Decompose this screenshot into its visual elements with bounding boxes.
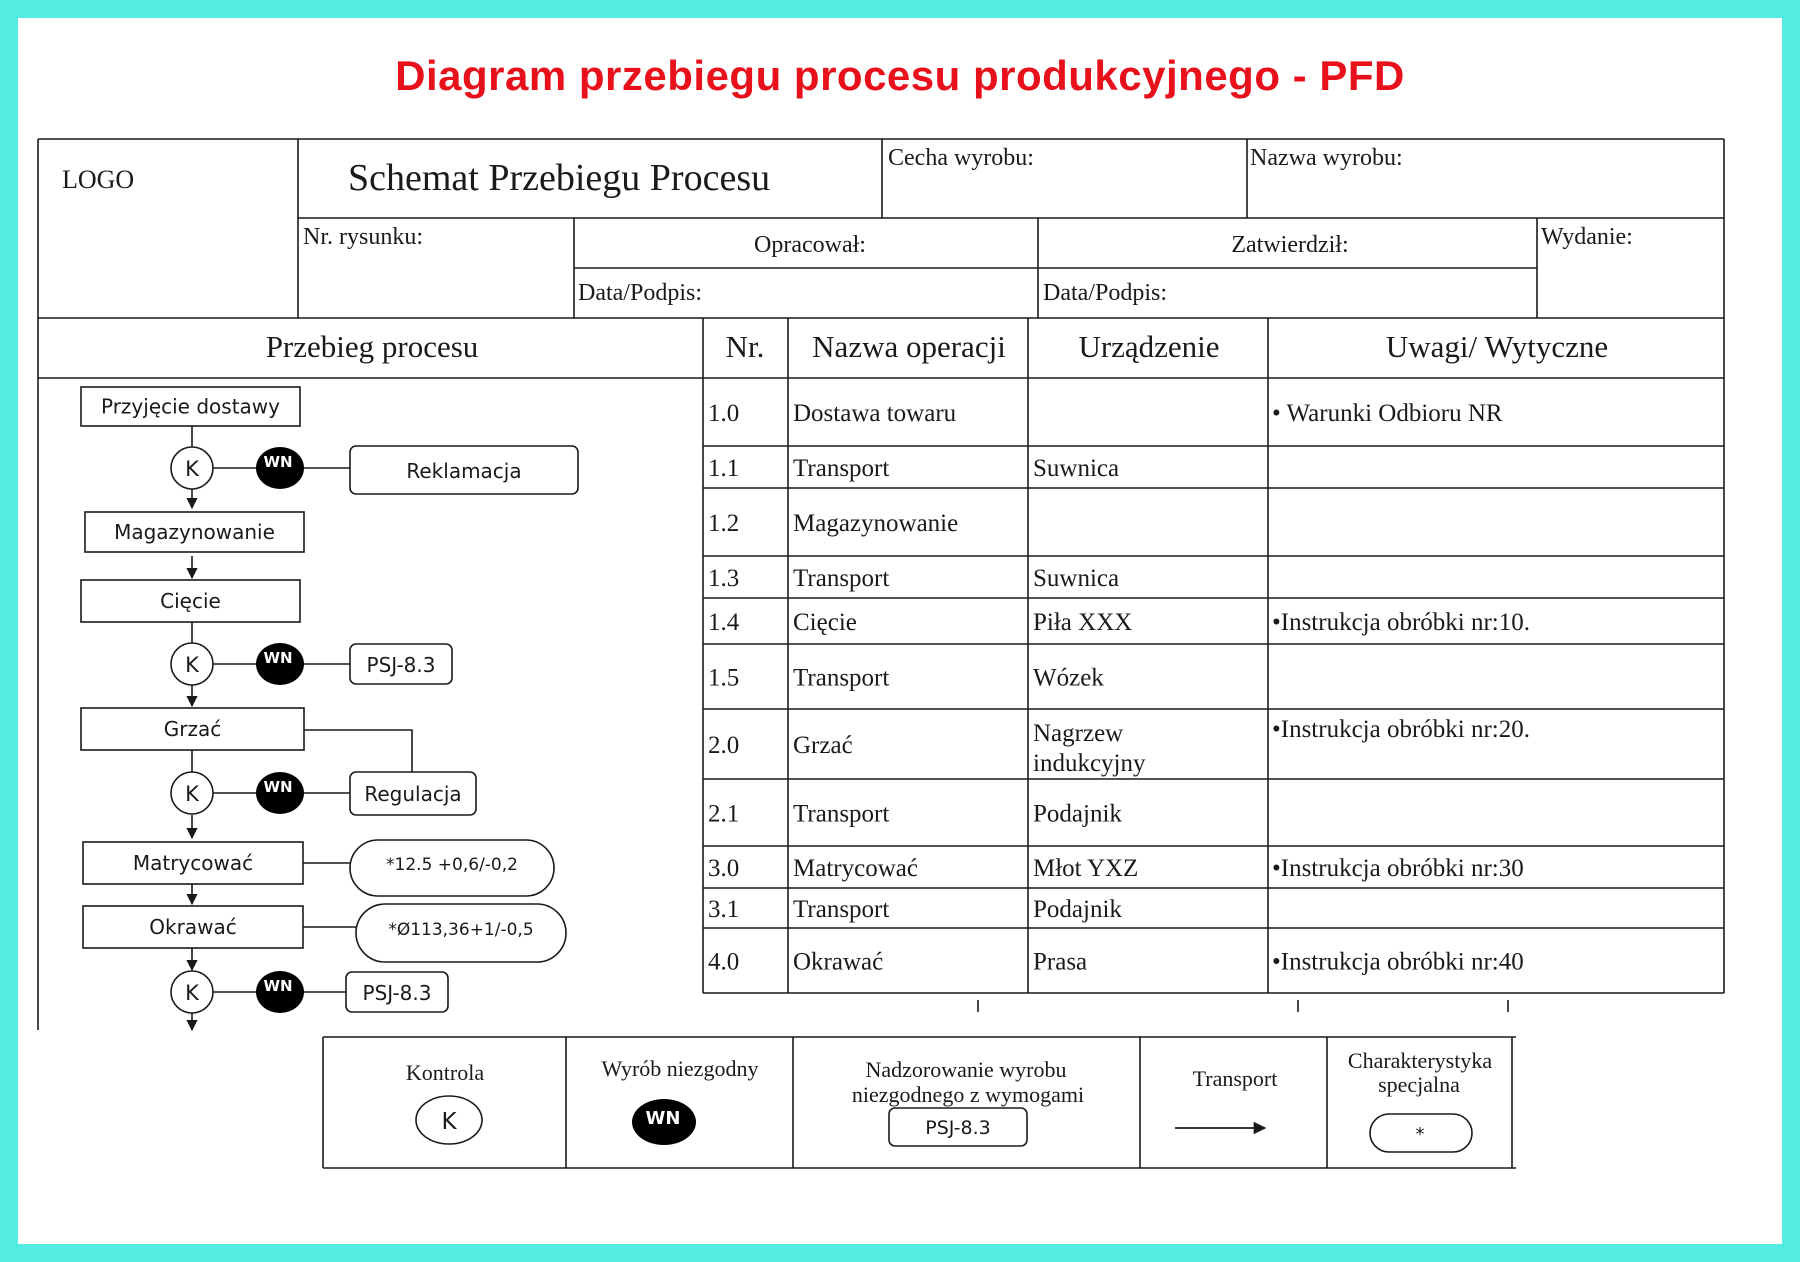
row-operation: Transport (793, 800, 890, 828)
legend-control-label: Kontrola (405, 1060, 485, 1085)
row-nr: 2.0 (708, 732, 740, 759)
prepared-label: Opracował: (754, 232, 866, 258)
row-nr: 1.4 (708, 609, 740, 636)
date-sign-label: Data/Podpis: (1043, 280, 1167, 306)
flow-step-label: Grzać (163, 717, 222, 741)
row-note: •Instrukcja obróbki nr:30 (1272, 855, 1524, 882)
column-header-operation: Nazwa operacji (812, 329, 1006, 364)
nonconforming-label: WN (263, 778, 293, 796)
row-device: Piła XXX (1033, 609, 1133, 636)
row-operation: Grzać (793, 732, 853, 759)
drawing-label: Nr. rysunku: (303, 224, 423, 250)
approved-label: Zatwierdził: (1231, 232, 1349, 258)
regulation-label: Regulacja (364, 782, 462, 806)
row-device: Suwnica (1033, 565, 1120, 592)
special-char-label: *Ø113,36+1/-0,5 (388, 920, 534, 940)
row-nr: 1.1 (708, 455, 740, 482)
doc-title: Schemat Przebiegu Procesu (348, 157, 771, 199)
row-nr: 1.5 (708, 664, 740, 692)
row-device: Nagrzew indukcyjny (1033, 720, 1146, 777)
row-nr: 1.3 (708, 565, 740, 592)
edition-label: Wydanie: (1541, 224, 1633, 250)
date-sign-label: Data/Podpis: (578, 280, 702, 306)
nonconforming-label: WN (263, 649, 293, 667)
row-note: •Instrukcja obróbki nr:20. (1272, 716, 1531, 743)
row-nr: 3.1 (708, 896, 740, 923)
column-header-device: Urządzenie (1078, 329, 1220, 364)
row-device: Suwnica (1033, 455, 1120, 482)
psj-label: PSJ-8.3 (366, 653, 436, 677)
row-nr: 1.2 (708, 510, 740, 537)
control-label: K (185, 457, 199, 481)
legend-supervision-line2: niezgodnego z wymogami (851, 1082, 1085, 1107)
row-device: Młot YXZ (1033, 855, 1139, 882)
legend-supervision-box-label: PSJ-8.3 (925, 1117, 991, 1139)
column-header-process: Przebieg procesu (265, 329, 479, 364)
row-operation: Transport (793, 664, 890, 692)
legend-transport-label: Transport (1192, 1066, 1278, 1091)
special-char-label: *12.5 +0,6/-0,2 (386, 855, 518, 875)
row-operation: Transport (793, 896, 890, 923)
row-note: • Warunki Odbioru NR (1272, 400, 1503, 427)
legend-special-line2: specjalna (1378, 1072, 1460, 1097)
legend-supervision-line1: Nadzorowanie wyrobu (865, 1057, 1067, 1082)
feature-label: Cecha wyrobu: (888, 145, 1034, 171)
column-header-notes: Uwagi/ Wytyczne (1385, 329, 1609, 364)
psj-label: PSJ-8.3 (362, 981, 432, 1005)
complaint-label: Reklamacja (406, 459, 522, 483)
row-note: •Instrukcja obróbki nr:40 (1272, 948, 1524, 976)
row-operation: Okrawać (793, 948, 884, 976)
row-nr: 4.0 (708, 948, 740, 976)
row-operation: Dostawa towaru (793, 400, 957, 427)
row-device: Podajnik (1033, 896, 1122, 923)
legend-nonconforming-label: Wyrób niezgodny (601, 1056, 759, 1081)
product-label: Nazwa wyrobu: (1250, 145, 1403, 171)
nonconforming-label: WN (263, 453, 293, 471)
row-nr: 1.0 (708, 400, 740, 427)
column-header-nr: Nr. (725, 329, 765, 364)
legend-special-line1: Charakterystyka (1347, 1048, 1493, 1073)
control-label: K (185, 782, 199, 806)
row-device: Wózek (1033, 664, 1104, 692)
row-operation: Transport (793, 565, 890, 592)
flow-step-label: Przyjęcie dostawy (101, 394, 280, 419)
row-operation: Transport (793, 455, 890, 482)
row-device: Prasa (1033, 948, 1088, 976)
row-operation: Magazynowanie (793, 510, 959, 537)
control-label: K (185, 653, 199, 677)
control-label: K (185, 981, 199, 1005)
row-nr: 2.1 (708, 800, 740, 828)
nonconforming-label: WN (263, 977, 293, 995)
row-operation: Cięcie (793, 609, 857, 636)
legend-control-symbol: K (441, 1109, 457, 1135)
flow-step-label: Matrycować (132, 851, 254, 875)
legend-nonconforming-symbol: WN (645, 1108, 681, 1129)
row-operation: Matrycować (793, 855, 918, 882)
logo-text: LOGO (62, 165, 135, 194)
row-nr: 3.0 (708, 855, 740, 882)
row-note: •Instrukcja obróbki nr:10. (1272, 609, 1531, 636)
row-device: Podajnik (1033, 800, 1122, 828)
flow-step-label: Cięcie (160, 589, 221, 613)
legend-special-symbol: * (1415, 1124, 1425, 1145)
flow-step-label: Magazynowanie (114, 520, 275, 544)
side-box-labels (363, 459, 534, 1005)
operations-table (708, 400, 1530, 976)
page-title: Diagram przebiegu procesu produkcyjnego - PFD (395, 52, 1405, 99)
flow-step-label: Okrawać (149, 915, 237, 939)
